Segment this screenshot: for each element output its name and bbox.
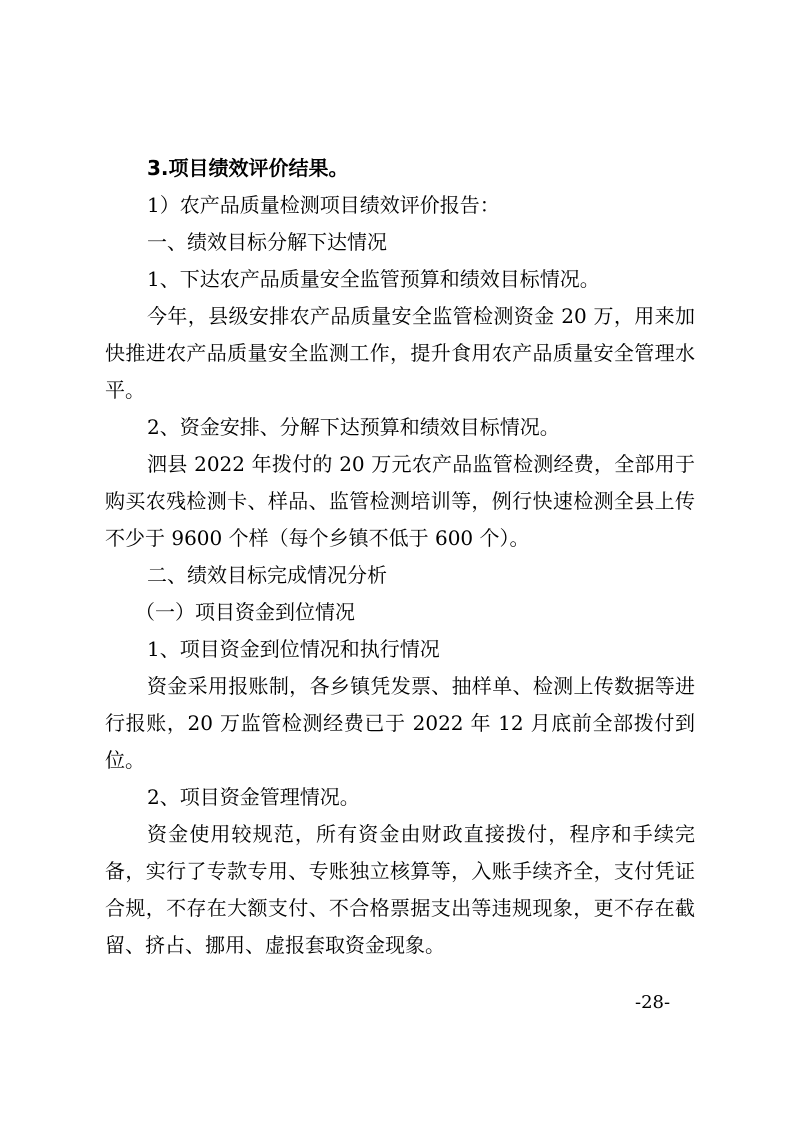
subsection-title-2-1: 1、项目资金到位情况和执行情况	[147, 637, 440, 661]
subsection-title-1-1: 1、下达农产品质量安全监管预算和绩效目标情况。	[147, 267, 600, 291]
subsection-title-2-2: 2、项目资金管理情况。	[147, 785, 360, 809]
section-title-1: 一、绩效目标分解下达情况	[147, 230, 387, 254]
subsection-title-2-a: （一）项目资金到位情况	[135, 600, 355, 624]
section-heading: 3.项目绩效评价结果。	[147, 156, 349, 180]
paragraph-budget-arrangement: 今年，县级安排农产品质量安全监管检测资金 20 万，用来加快推进农产品质量安全监测工作，提升食用农产品质量安全管理水平。	[105, 304, 695, 402]
paragraph-fund-allocation: 泗县 2022 年拨付的 20 万元农产品监管检测经费，全部用于购买农残检测卡、样品、监管检测培训等，例行快速检测全县上传不少于 9600 个样（每个乡镇不低于 600 个）。	[105, 452, 695, 550]
paragraph-fund-reimbursement: 资金采用报账制，各乡镇凭发票、抽样单、检测上传数据等进行报账，20 万监管检测经费已于 2022 年 12 月底前全部拨付到位。	[105, 674, 695, 772]
report-title: 1）农产品质量检测项目绩效评价报告：	[147, 193, 500, 217]
document-body	[105, 150, 695, 964]
paragraph-fund-management: 资金使用较规范，所有资金由财政直接拨付，程序和手续完备，实行了专款专用、专账独立核算等，入账手续齐全，支付凭证合规，不存在大额支付、不合格票据支出等违规现象，更不存在截留、挤占、挪用、虚报套取资金现象。	[105, 822, 695, 957]
section-title-2: 二、绩效目标完成情况分析	[147, 563, 387, 587]
subsection-title-1-2: 2、资金安排、分解下达预算和绩效目标情况。	[147, 415, 560, 439]
page-number: -28-	[635, 992, 671, 1013]
